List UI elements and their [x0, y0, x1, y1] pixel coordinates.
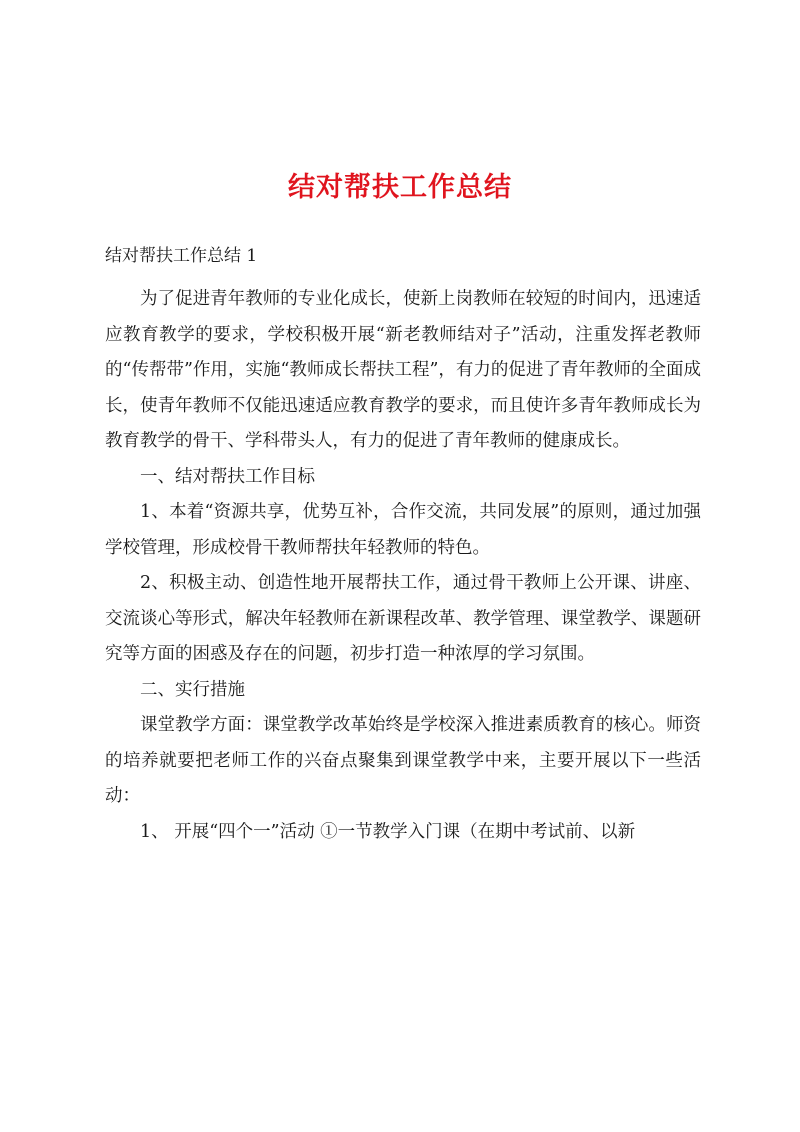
document-title: 结对帮扶工作总结 — [288, 172, 512, 203]
measures-heading: 二、实行措施 — [140, 679, 245, 700]
goal-item-1: 1、本着“资源共享，优势互补，合作交流，共同发展”的原则，通过加强学校管理，形成校骨干教师帮扶年轻教师的特色。 — [105, 502, 701, 558]
classroom-teaching-paragraph: 课堂教学方面：课堂教学改革始终是学校深入推进素质教育的核心。师资的培养就要把老师工作的兴奋点聚集到课堂教学中来，主要开展以下一些活动： — [105, 715, 701, 806]
activity-item-1: 1、 开展“四个一”活动 ①一节教学入门课（在期中考试前、以新 — [140, 821, 636, 842]
document-body — [105, 282, 701, 850]
goals-heading: 一、结对帮扶工作目标 — [140, 466, 315, 487]
intro-paragraph: 为了促进青年教师的专业化成长，使新上岗教师在较短的时间内，迅速适应教育教学的要求，学校积极开展“新老教师结对子”活动，注重发挥老教师的“传帮带”作用，实施“教师成长帮扶工程”，有力的促进了青年教师的全面成长，使青年教师不仅能迅速适应教育教学的要求，而且使许多青年教师成长为教育教学的骨干、学科带头人，有力的促进了青年教师的健康成长。 — [105, 289, 701, 451]
section-heading: 结对帮扶工作总结 1 — [105, 246, 258, 266]
goal-item-2: 2、积极主动、创造性地开展帮扶工作，通过骨干教师上公开课、讲座、交流谈心等形式，解决年轻教师在新课程改革、教学管理、课堂教学、课题研究等方面的困惑及存在的问题，初步打造一种浓厚的学习氛围。 — [105, 573, 701, 664]
